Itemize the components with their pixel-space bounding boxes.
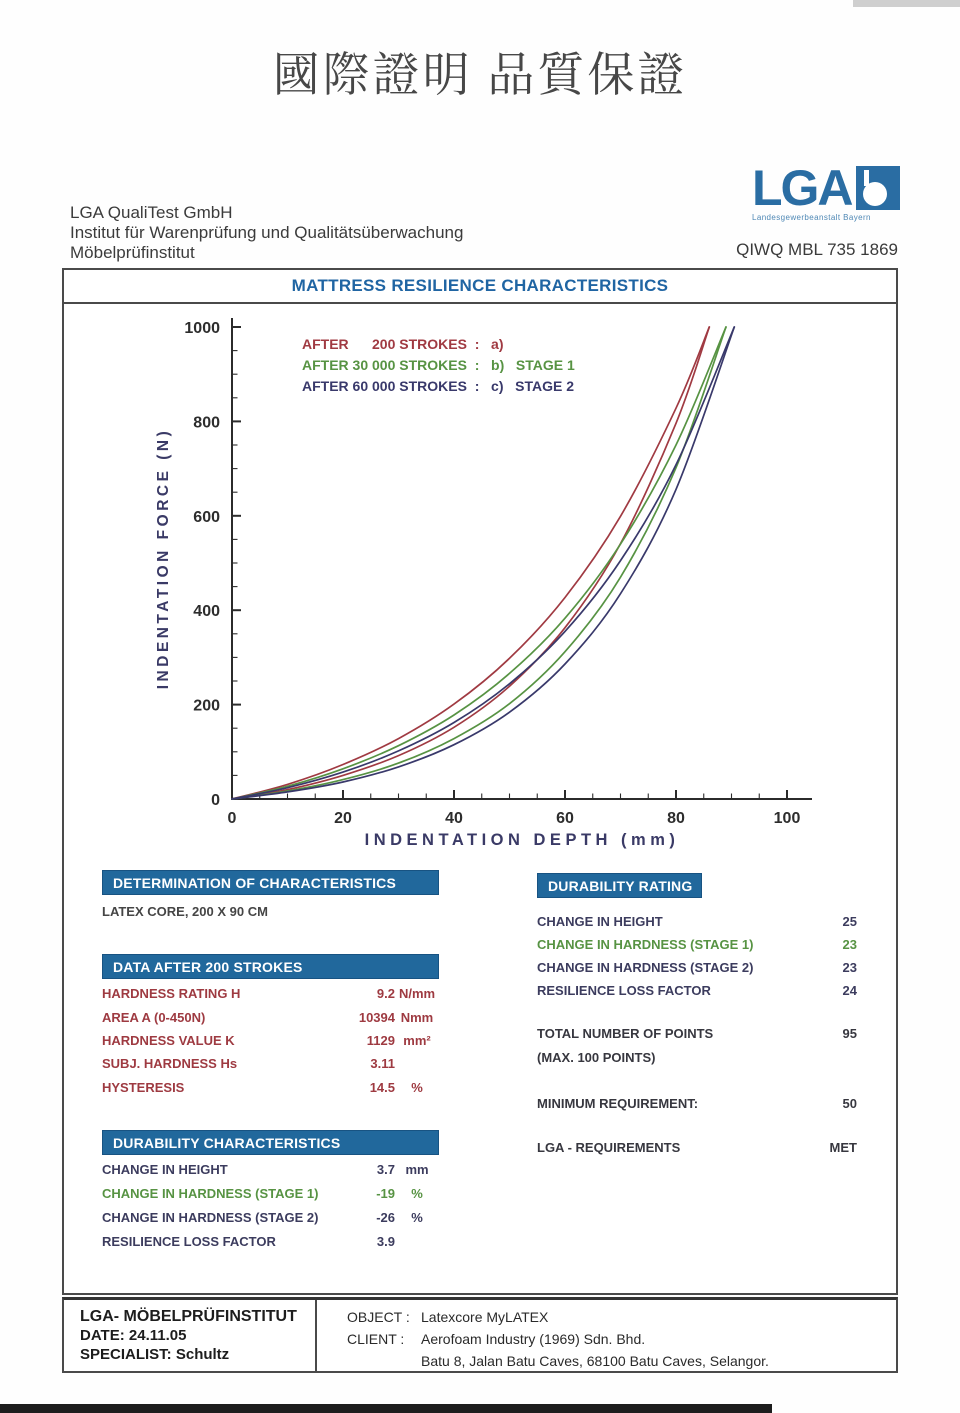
row-value: 3.7: [376, 1162, 395, 1177]
row-unit: mm²: [403, 1033, 431, 1048]
svg-text:INDENTATION FORCE (N): INDENTATION FORCE (N): [155, 427, 172, 690]
svg-text:800: 800: [193, 414, 220, 432]
lga-logo-subtitle: Landesgewerbeanstalt Bayern: [752, 213, 871, 222]
report-frame: [62, 268, 898, 1295]
durability-rating-header: DURABILITY RATING: [537, 873, 702, 898]
row-label: CHANGE IN HARDNESS (STAGE 1): [102, 1186, 319, 1201]
scan-edge-bar-top: [853, 0, 960, 7]
company-institute: Institut für Warenprüfung und Qualitätsüberwachung: [70, 223, 464, 242]
client-address: Batu 8, Jalan Batu Caves, 68100 Batu Caves, Selangor.: [421, 1353, 769, 1369]
row-value: 24: [842, 983, 857, 998]
row-label: CHANGE IN HEIGHT: [102, 1162, 228, 1177]
lga-logo-text: LGA: [752, 160, 852, 216]
svg-text:60: 60: [556, 810, 574, 827]
svg-text:200: 200: [193, 697, 220, 715]
svg-text:100: 100: [773, 810, 801, 827]
row-value: 23: [842, 937, 857, 952]
client-value: Aerofoam Industry (1969) Sdn. Bhd.: [421, 1331, 646, 1347]
row-label: CHANGE IN HEIGHT: [537, 914, 663, 929]
table-row: [537, 983, 857, 998]
svg-text:1000: 1000: [184, 320, 220, 337]
lga-requirements-label: LGA - REQUIREMENTS: [537, 1140, 681, 1155]
specimen-subtitle: LATEX CORE, 200 X 90 CM: [102, 904, 268, 919]
total-points-row: [537, 1026, 857, 1041]
row-value: 1129: [366, 1033, 395, 1048]
total-points-value: 95: [842, 1026, 857, 1041]
row-value: 3.9: [376, 1234, 395, 1249]
row-value: 3.11: [370, 1056, 395, 1071]
svg-text:80: 80: [667, 810, 685, 827]
max-points-note: (MAX. 100 POINTS): [537, 1050, 656, 1065]
legend-entry: AFTER 60 000 STROKES : c) STAGE 2: [302, 378, 575, 394]
row-label: HARDNESS RATING H: [102, 986, 241, 1001]
svg-text:0: 0: [211, 792, 220, 809]
table-row: [537, 937, 857, 952]
durability-characteristics-header: DURABILITY CHARACTERISTICS: [102, 1130, 439, 1155]
table-row: [537, 914, 857, 929]
row-unit: %: [411, 1080, 423, 1095]
table-row: [537, 960, 857, 975]
company-department: Möbelprüfinstitut: [70, 243, 195, 262]
row-label: AREA A (0-450N): [102, 1010, 206, 1025]
row-unit: [395, 1234, 439, 1249]
lga-logo-icon: [856, 166, 900, 210]
svg-text:600: 600: [193, 508, 220, 526]
object-label: OBJECT :: [347, 1309, 410, 1325]
row-value: 25: [842, 914, 857, 929]
row-label: SUBJ. HARDNESS Hs: [102, 1056, 238, 1071]
resilience-chart: [64, 304, 900, 864]
minimum-requirement-row: [537, 1096, 857, 1111]
chart-title: MATTRESS RESILIENCE CHARACTERISTICS: [64, 270, 896, 304]
row-label: CHANGE IN HARDNESS (STAGE 1): [537, 937, 754, 952]
chinese-banner-title: 國際證明 品質保證: [272, 50, 688, 102]
svg-text:400: 400: [193, 603, 220, 621]
lga-requirements-row: [537, 1140, 857, 1155]
table-row: [102, 1162, 439, 1177]
data200-header: DATA AFTER 200 STROKES: [102, 954, 439, 979]
chart-legend: [302, 334, 575, 397]
row-value: -19: [376, 1186, 395, 1201]
lga-logo-icon-circle: [863, 182, 887, 206]
svg-text:40: 40: [445, 810, 463, 827]
table-row: [102, 1033, 439, 1048]
footer-specialist: SPECIALIST: Schultz: [80, 1346, 230, 1363]
svg-text:INDENTATION DEPTH (mm): INDENTATION DEPTH (mm): [364, 831, 680, 849]
lga-requirements-value: MET: [829, 1140, 857, 1155]
object-value: Latexcore MyLATEX: [421, 1309, 549, 1325]
footer-institute-cell: [64, 1300, 317, 1371]
table-row: [102, 1210, 439, 1225]
legend-entry: AFTER 30 000 STROKES : b) STAGE 1: [302, 357, 575, 373]
lga-logo: [752, 160, 908, 222]
row-value: 23: [842, 960, 857, 975]
scan-edge-bar-bottom: [0, 1404, 772, 1413]
footer-object-cell: [319, 1300, 896, 1372]
minimum-requirement-value: 50: [842, 1096, 857, 1111]
footer-date: DATE: 24.11.05: [80, 1327, 187, 1344]
footer-frame: [62, 1297, 898, 1373]
footer-institute: LGA- MÖBELPRÜFINSTITUT: [80, 1308, 297, 1325]
row-unit: %: [411, 1186, 423, 1201]
row-value: 10394: [358, 1010, 395, 1025]
row-unit: Nmm: [400, 1010, 434, 1025]
row-value: 14.5: [369, 1080, 395, 1095]
table-row: [102, 1080, 439, 1095]
company-name: LGA QualiTest GmbH: [70, 203, 233, 222]
table-row: [102, 1234, 439, 1249]
row-label: HYSTERESIS: [102, 1080, 185, 1095]
legend-entry: AFTER 200 STROKES : a): [302, 336, 504, 352]
svg-text:0: 0: [227, 810, 237, 827]
row-unit: mm: [405, 1162, 429, 1177]
row-label: CHANGE IN HARDNESS (STAGE 2): [102, 1210, 319, 1225]
svg-text:20: 20: [334, 810, 352, 827]
client-label: CLIENT :: [347, 1331, 405, 1347]
minimum-requirement-label: MINIMUM REQUIREMENT:: [537, 1096, 699, 1111]
client-address-spacer: [347, 1350, 421, 1372]
determination-header: DETERMINATION OF CHARACTERISTICS: [102, 870, 439, 895]
row-unit: [395, 1056, 439, 1071]
row-value: 9.2: [376, 986, 395, 1001]
row-unit: N/mm: [398, 986, 436, 1001]
row-unit: %: [411, 1210, 423, 1225]
row-value: -26: [376, 1210, 395, 1225]
row-label: RESILIENCE LOSS FACTOR: [537, 983, 711, 998]
table-row: [102, 986, 439, 1001]
table-row: [102, 1186, 439, 1201]
row-label: RESILIENCE LOSS FACTOR: [102, 1234, 276, 1249]
reference-number: QIWQ MBL 735 1869: [736, 240, 898, 259]
table-row: [102, 1056, 439, 1071]
row-label: HARDNESS VALUE K: [102, 1033, 235, 1048]
total-points-label: TOTAL NUMBER OF POINTS: [537, 1026, 714, 1041]
letterhead-company-block: [70, 203, 463, 263]
max-points-row: [537, 1050, 857, 1065]
row-label: CHANGE IN HARDNESS (STAGE 2): [537, 960, 754, 975]
table-row: [102, 1010, 439, 1025]
